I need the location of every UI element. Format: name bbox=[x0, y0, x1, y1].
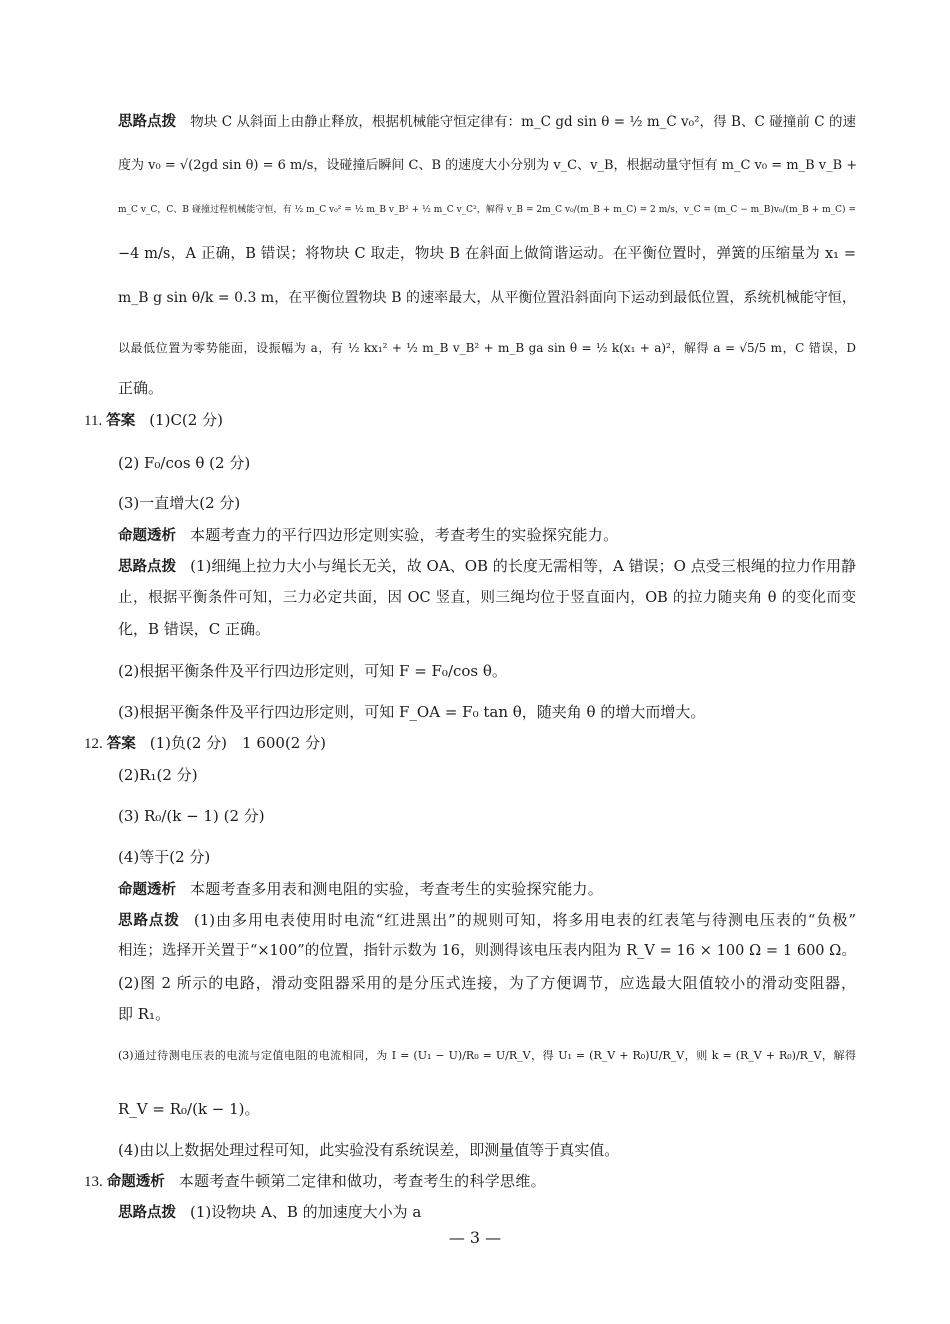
text-line: 正确。 bbox=[118, 379, 164, 397]
text-line: −4 m/s，A 正确，B 错误；将物块 C 取走，物块 B 在斜面上做简谐运动。在平衡位置时，弹簧的压缩量为 x₁ = bbox=[118, 246, 856, 262]
text-line: m_C v_C，C、B 碰撞过程机械能守恒，有 ½ m_C v₀² = ½ m_B v_B² + ½ m_C v_C²，解得 v_B = 2m_C v₀/(m_B + m_C) = 2 m/s，v_C = (m_C − m_B)v₀/(m_B + m_C) = bbox=[118, 205, 856, 215]
question-number: 12. bbox=[84, 736, 103, 752]
text-line: 命题透析 本题考查多用表和测电阻的实验，考查考生的实验探究能力。 bbox=[118, 880, 604, 898]
label-mingti: 命题透析 bbox=[118, 882, 176, 898]
question-13-analysis: 13. 命题透析 本题考查牛顿第二定律和做功，考查考生的科学思维。 bbox=[84, 1172, 546, 1190]
text-line: (2)图 2 所示的电路，滑动变阻器采用的是分压式连接，为了方便调节，应选最大阻值较小的滑动变阻器， bbox=[118, 974, 856, 992]
text-line: 止，根据平衡条件可知，三力必定共面，因 OC 竖直，则三绳均位于竖直面内，OB 的拉力随夹角 θ 的变化而变 bbox=[118, 590, 856, 606]
text-line: 命题透析 本题考查力的平行四边形定则实验，考查考生的实验探究能力。 bbox=[118, 526, 619, 544]
page-number: — 3 — bbox=[448, 1228, 502, 1247]
label-mingti: 命题透析 bbox=[106, 1174, 165, 1190]
text-line: (2) F₀/cos θ (2 分) bbox=[118, 454, 251, 472]
text-line: (3) R₀/(k − 1) (2 分) bbox=[118, 807, 265, 825]
text-line: (3)一直增大(2 分) bbox=[118, 494, 241, 512]
text-line: (2)R₁(2 分) bbox=[118, 766, 198, 784]
text-line: (4)由以上数据处理过程可知，此实验没有系统误差，即测量值等于真实值。 bbox=[118, 1141, 620, 1159]
question-number: 11. bbox=[84, 413, 103, 429]
text-line: 以最低位置为零势能面，设振幅为 a，有 ½ kx₁² + ½ m_B v_B² + m_B ga sin θ = ½ k(x₁ + a)²，解得 a = √5/5 m，C 错误，D bbox=[118, 341, 856, 355]
label-silu: 思路点拨 bbox=[118, 913, 180, 929]
text-line: 思路点拨 (1)设物块 A、B 的加速度大小为 a bbox=[118, 1203, 422, 1221]
text-line: (3)通过待测电压表的电流与定值电阻的电流相同，为 I = (U₁ − U)/R₀ = U/R_V，得 U₁ = (R_V + R₀)U/R_V，则 k = (R_V + R₀)/R_V，解得 bbox=[118, 1049, 856, 1062]
text-line: R_V = R₀/(k − 1)。 bbox=[118, 1100, 260, 1118]
label-daan: 答案 bbox=[106, 413, 136, 429]
label-silu: 思路点拨 bbox=[118, 1205, 176, 1221]
text-line: 思路点拨 (1)由多用电表使用时电流“红进黑出”的规则可知，将多用电表的红表笔与待测电压表的“负极” bbox=[118, 911, 857, 929]
label-daan: 答案 bbox=[106, 736, 136, 752]
label-mingti: 命题透析 bbox=[118, 528, 176, 544]
question-12-answer: 12. 答案 (1)负(2 分) 1 600(2 分) bbox=[84, 734, 326, 752]
text-line: 化，B 错误，C 正确。 bbox=[118, 620, 271, 638]
label-silu: 思路点拨 bbox=[118, 559, 177, 575]
label-silu: 思路点拨 bbox=[118, 114, 177, 130]
text-line: (3)根据平衡条件及平行四边形定则，可知 F_OA = F₀ tan θ，随夹角 θ 的增大而增大。 bbox=[118, 703, 706, 721]
text-line: (2)根据平衡条件及平行四边形定则，可知 F = F₀/cos θ。 bbox=[118, 662, 507, 680]
text-line: 思路点拨 (1)细绳上拉力大小与绳长无关，故 OA、OB 的长度无需相等，A 错误；O 点受三根绳的拉力作用静 bbox=[118, 557, 857, 575]
text-line: 度为 v₀ = √(2gd sin θ) = 6 m/s，设碰撞后瞬间 C、B 的速度大小分别为 v_C、v_B，根据动量守恒有 m_C v₀ = m_B v_B + bbox=[118, 158, 858, 173]
text-line: 即 R₁。 bbox=[118, 1005, 171, 1023]
text-line: 相连；选择开关置于“×100”的位置，指针示数为 16，则测得该电压表内阻为 R_V = 16 × 100 Ω = 1 600 Ω。 bbox=[118, 943, 856, 959]
text-line: m_B g sin θ/k = 0.3 m，在平衡位置物块 B 的速率最大，从平衡位置沿斜面向下运动到最低位置，系统机械能守恒， bbox=[118, 290, 856, 306]
question-11-answer: 11. 答案 (1)C(2 分) bbox=[84, 411, 223, 429]
question-number: 13. bbox=[84, 1174, 103, 1190]
text-line: 思路点拨 物块 C 从斜面上由静止释放，根据机械能守恒定律有：m_C gd sin θ = ½ m_C v₀²，得 B、C 碰撞前 C 的速 bbox=[118, 114, 856, 130]
text-line: (4)等于(2 分) bbox=[118, 848, 211, 866]
